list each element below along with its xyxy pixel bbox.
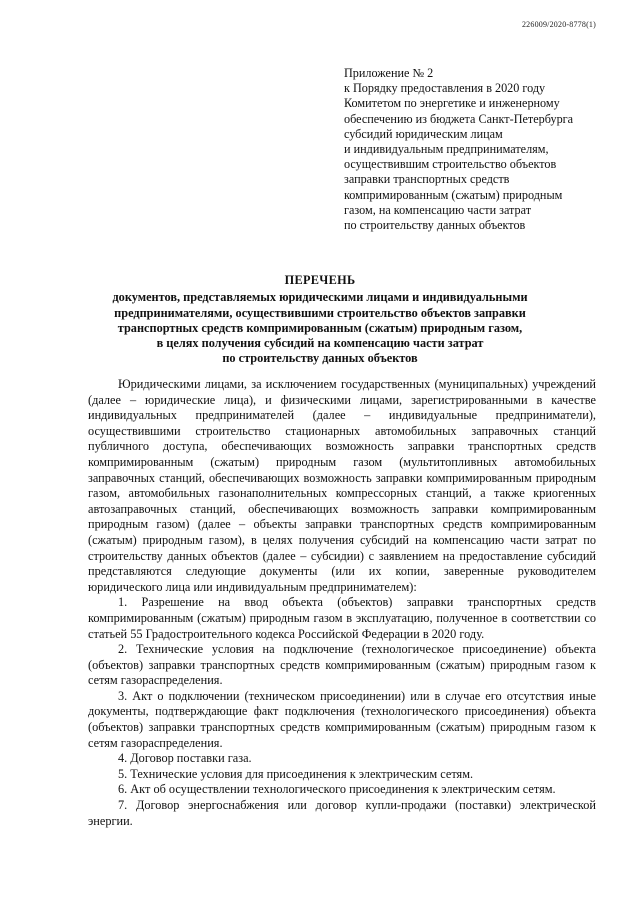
list-item: 2. Технические условия на подключение (технологическое присоединение) объекта (объектов) заправки транспортных средств компримированным (сжатым) природным газом к сетям газораспределения. (88, 642, 596, 688)
appendix-line: газом, на компенсацию части затрат (344, 202, 532, 217)
list-item: 6. Акт об осуществлении технологического присоединения к электрическим сетям. (118, 782, 556, 797)
document-title (70, 273, 570, 367)
document-number: 226009/2020-8778(1) (521, 20, 596, 29)
title-main: ПЕРЕЧЕНЬ (284, 273, 356, 287)
list-item: 5. Технические условия для присоединения к электрическим сетям. (118, 766, 474, 781)
appendix-line: субсидий юридическим лицам (344, 126, 503, 141)
title-subtitle-line: документов, представляемых юридическими лицами и индивидуальными (112, 290, 528, 305)
title-subtitle-line: по строительству данных объектов (222, 351, 418, 366)
appendix-line: и индивидуальным предпринимателям, (344, 142, 549, 157)
appendix-line: по строительству данных объектов (344, 218, 526, 233)
list-item: 7. Договор энергоснабжения или договор купли-продажи (поставки) электрической энергии. (88, 798, 596, 828)
appendix-line: заправки транспортных средств (344, 172, 510, 187)
list-item: 4. Договор поставки газа. (118, 751, 252, 766)
appendix-line: осуществившим строительство объектов (344, 157, 557, 172)
appendix-line: обеспечению из бюджета Санкт-Петербурга (344, 111, 574, 126)
appendix-line: Приложение № 2 (344, 66, 434, 80)
intro-paragraph: Юридическими лицами, за исключением государственных (муниципальных) учреждений (далее – юридические лица), и физическими лицами, зарегистрированными в качестве индивидуальных предпринимателей (далее – индивидуальные предприниматели), осуществившими строительство стационарных автомобильных заправочных станций публичного доступа, обеспечивающих возможность заправки транспортных средств компримированным (сжатым) природным газом (мультитопливных автомобильных заправочных станций, обеспечивающих возможность заправки компримированным природным газом, автомобильных газонаполнительных компрессорных станций, а также криогенных автозаправочных станций, обеспечивающих возможность заправки компримированным природным газом) (далее – объекты заправки транспортных средств компримированным (сжатым) природным газом), в целях получения субсидий на компенсацию части затрат по строительству данных объектов (далее – субсидии) с заявлением на предоставление субсидий представляются следующие документы (или их копии, заверенные руководителем юридического лица или индивидуальным предпринимателем): (88, 377, 596, 594)
list-item: 1. Разрешение на ввод объекта (объектов) заправки транспортных средств компримированным (сжатым) природным газом в эксплуатацию, полученное в соответствии со статьей 55 Градостроительного кодекса Российской Федерации в 2020 году. (88, 595, 596, 641)
appendix-line: к Порядку предоставления в 2020 году (344, 81, 546, 96)
title-subtitle-line: предпринимателями, осуществившими строительство объектов заправки (114, 305, 526, 320)
document-body (88, 377, 596, 829)
appendix-header (344, 66, 624, 233)
title-subtitle-line: транспортных средств компримированным (сжатым) природным газом, (117, 320, 523, 335)
title-subtitle-line: в целях получения субсидий на компенсацию части затрат (156, 336, 484, 351)
appendix-line: компримированным (сжатым) природным (344, 187, 563, 202)
list-item: 3. Акт о подключении (техническом присоединении) или в случае его отсутствия иные документы, подтверждающие факт подключения (технологического присоединения) объекта (объектов) заправки транспортных средств компримированным (сжатым) природным газом к сетям газораспределения. (88, 688, 596, 750)
appendix-line: Комитетом по энергетике и инженерному (344, 96, 560, 111)
